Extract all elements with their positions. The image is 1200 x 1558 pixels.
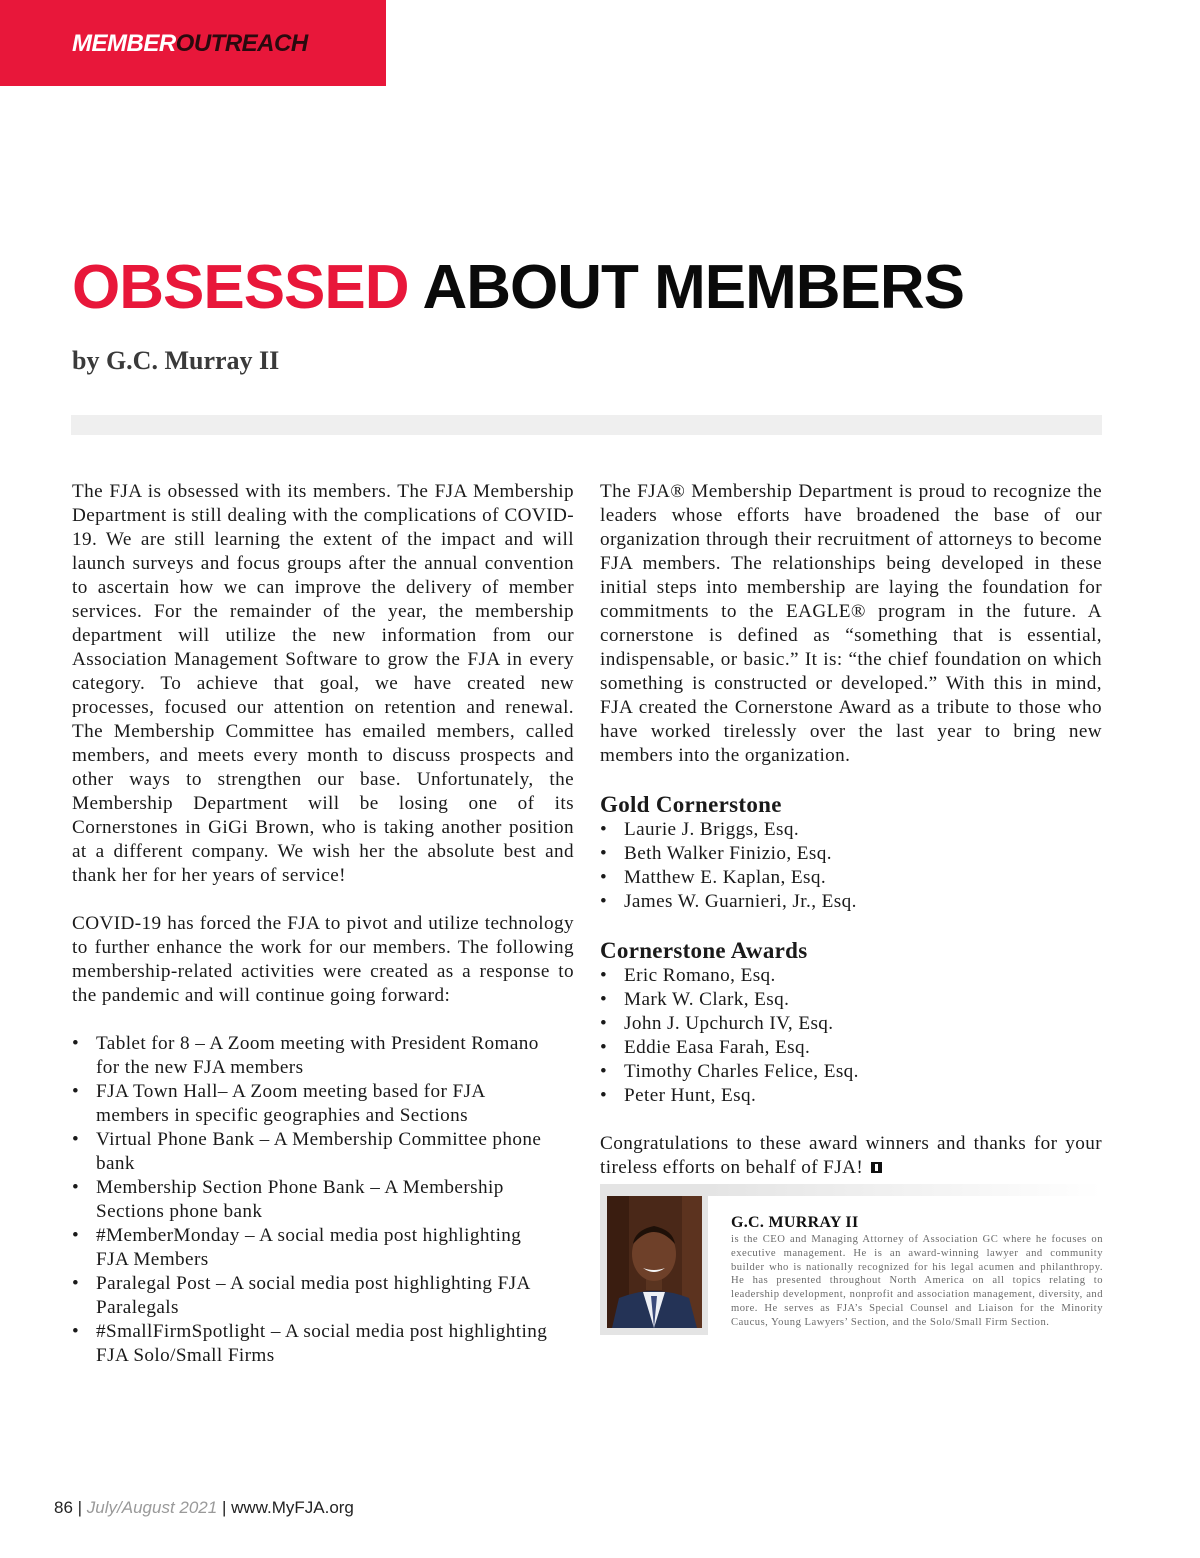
gold-cornerstone-section: [600, 792, 1102, 914]
recognition-paragraph: The FJA® Membership Department is proud to recognize the leaders whose efforts have broadened the base of our organization through their recruitment of attorneys to become FJA members. The relationships being developed in these initial steps into membership are laying the foundation for commitments to the EAGLE® program in the future. A cornerstone is defined as “something that is essential, indispensable, or basic.” It is: “the chief foundation on which something is constructed or developed.” With this in mind, FJA created the Cornerstone Award as a tribute to those who have worked tirelessly over the last year to bring new members into the organization.: [600, 481, 1102, 766]
left-column: [72, 480, 574, 1368]
end-mark-icon: [871, 1162, 882, 1173]
list-item: • FJA Town Hall– A Zoom meeting based for FJA members in specific geographies and Sections: [72, 1080, 551, 1128]
activities-list: [72, 1032, 574, 1368]
list-item: • John J. Upchurch IV, Esq.: [600, 1012, 1102, 1036]
bio-header-fade: [708, 1184, 1102, 1196]
list-item: • Peter Hunt, Esq.: [600, 1084, 1102, 1108]
gold-cornerstone-heading: Gold Cornerstone: [600, 792, 782, 817]
footer-separator: |: [217, 1498, 232, 1517]
headline-highlight: OBSESSED: [72, 253, 409, 322]
list-item: • James W. Guarnieri, Jr., Esq.: [600, 890, 1102, 914]
section-label-member: MEMBER: [72, 30, 176, 57]
author-description: is the CEO and Managing Attorney of Association GC where he focuses on executive management. He is an award-winning lawyer and community builder who is nationally recognized for his legal acumen and philanthropy. He has presented throughout North America on all topics relating to leadership development, nonprofit and association management, diversity, and more. He serves as FJA’s Special Counsel and Liaison for the Minority Caucus, Young Lawyers’ Section, and the Solo/Small Firm Section.: [731, 1234, 1103, 1328]
list-item: • #MemberMonday – A social media post highlighting FJA Members: [72, 1224, 551, 1272]
author-name: G.C. MURRAY II: [731, 1214, 859, 1231]
article-headline: [72, 252, 964, 323]
website-link[interactable]: www.MyFJA.org: [231, 1498, 354, 1517]
headline-rest: ABOUT MEMBERS: [422, 253, 965, 322]
page-number: 86: [54, 1498, 73, 1517]
list-item: • Virtual Phone Bank – A Membership Committee phone bank: [72, 1128, 551, 1176]
list-item: • Beth Walker Finizio, Esq.: [600, 842, 1102, 866]
closing-paragraph: [600, 1132, 1102, 1180]
list-item: • Matthew E. Kaplan, Esq.: [600, 866, 1102, 890]
covid-paragraph: COVID-19 has forced the FJA to pivot and utilize technology to further enhance the work for our members. The following membership-related activities were created as a response to the pandemic and will continue going forward:: [72, 913, 574, 1006]
list-item: • Laurie J. Briggs, Esq.: [600, 818, 1102, 842]
list-item: • Membership Section Phone Bank – A Membership Sections phone bank: [72, 1176, 551, 1224]
issue-date: July/August 2021: [86, 1498, 218, 1517]
closing-text: Congratulations to these award winners and thanks for your tireless efforts on behalf of FJA!: [600, 1133, 1102, 1178]
list-item: • Eric Romano, Esq.: [600, 964, 1102, 988]
list-item: • #SmallFirmSpotlight – A social media post highlighting FJA Solo/Small Firms: [72, 1320, 551, 1368]
divider-band: [71, 415, 1102, 435]
byline: by G.C. Murray II: [72, 346, 280, 375]
cornerstone-awards-section: [600, 938, 1102, 1108]
right-column: [600, 480, 1102, 1204]
list-item: • Timothy Charles Felice, Esq.: [600, 1060, 1102, 1084]
footer-separator: |: [72, 1498, 87, 1517]
cornerstone-awards-list: [600, 964, 1102, 1108]
section-label: [72, 30, 308, 58]
section-tab: [0, 0, 386, 86]
gold-cornerstone-list: [600, 818, 1102, 914]
list-item: • Mark W. Clark, Esq.: [600, 988, 1102, 1012]
author-portrait-icon: [607, 1196, 702, 1328]
intro-paragraph: The FJA is obsessed with its members. The FJA Membership Department is still dealing with the complications of COVID-19. We are still learning the extent of the impact and will launch surveys and focus groups after the annual convention to ascertain how we can improve the delivery of member services. For the remainder of the year, the membership department will utilize the new information from our Association Management Software to grow the FJA in every category. To achieve that goal, we have created new processes, focused our attention on retention and renewal. The Membership Committee has emailed members, called members, and meets every month to discuss prospects and other ways to strengthen our base. Unfortunately, the Membership Department will be losing one of its Cornerstones in GiGi Brown, who is taking another position at a different company. We wish her the absolute best and thank her for her years of service!: [72, 481, 574, 886]
list-item: • Paralegal Post – A social media post highlighting FJA Paralegals: [72, 1272, 551, 1320]
cornerstone-awards-heading: Cornerstone Awards: [600, 938, 808, 963]
list-item: • Tablet for 8 – A Zoom meeting with President Romano for the new FJA members: [72, 1032, 551, 1080]
author-bio-box: [600, 1184, 1102, 1335]
section-label-outreach: OUTREACH: [175, 30, 308, 57]
list-item: • Eddie Easa Farah, Esq.: [600, 1036, 1102, 1060]
page-footer: [54, 1498, 354, 1518]
author-photo: [607, 1196, 702, 1328]
